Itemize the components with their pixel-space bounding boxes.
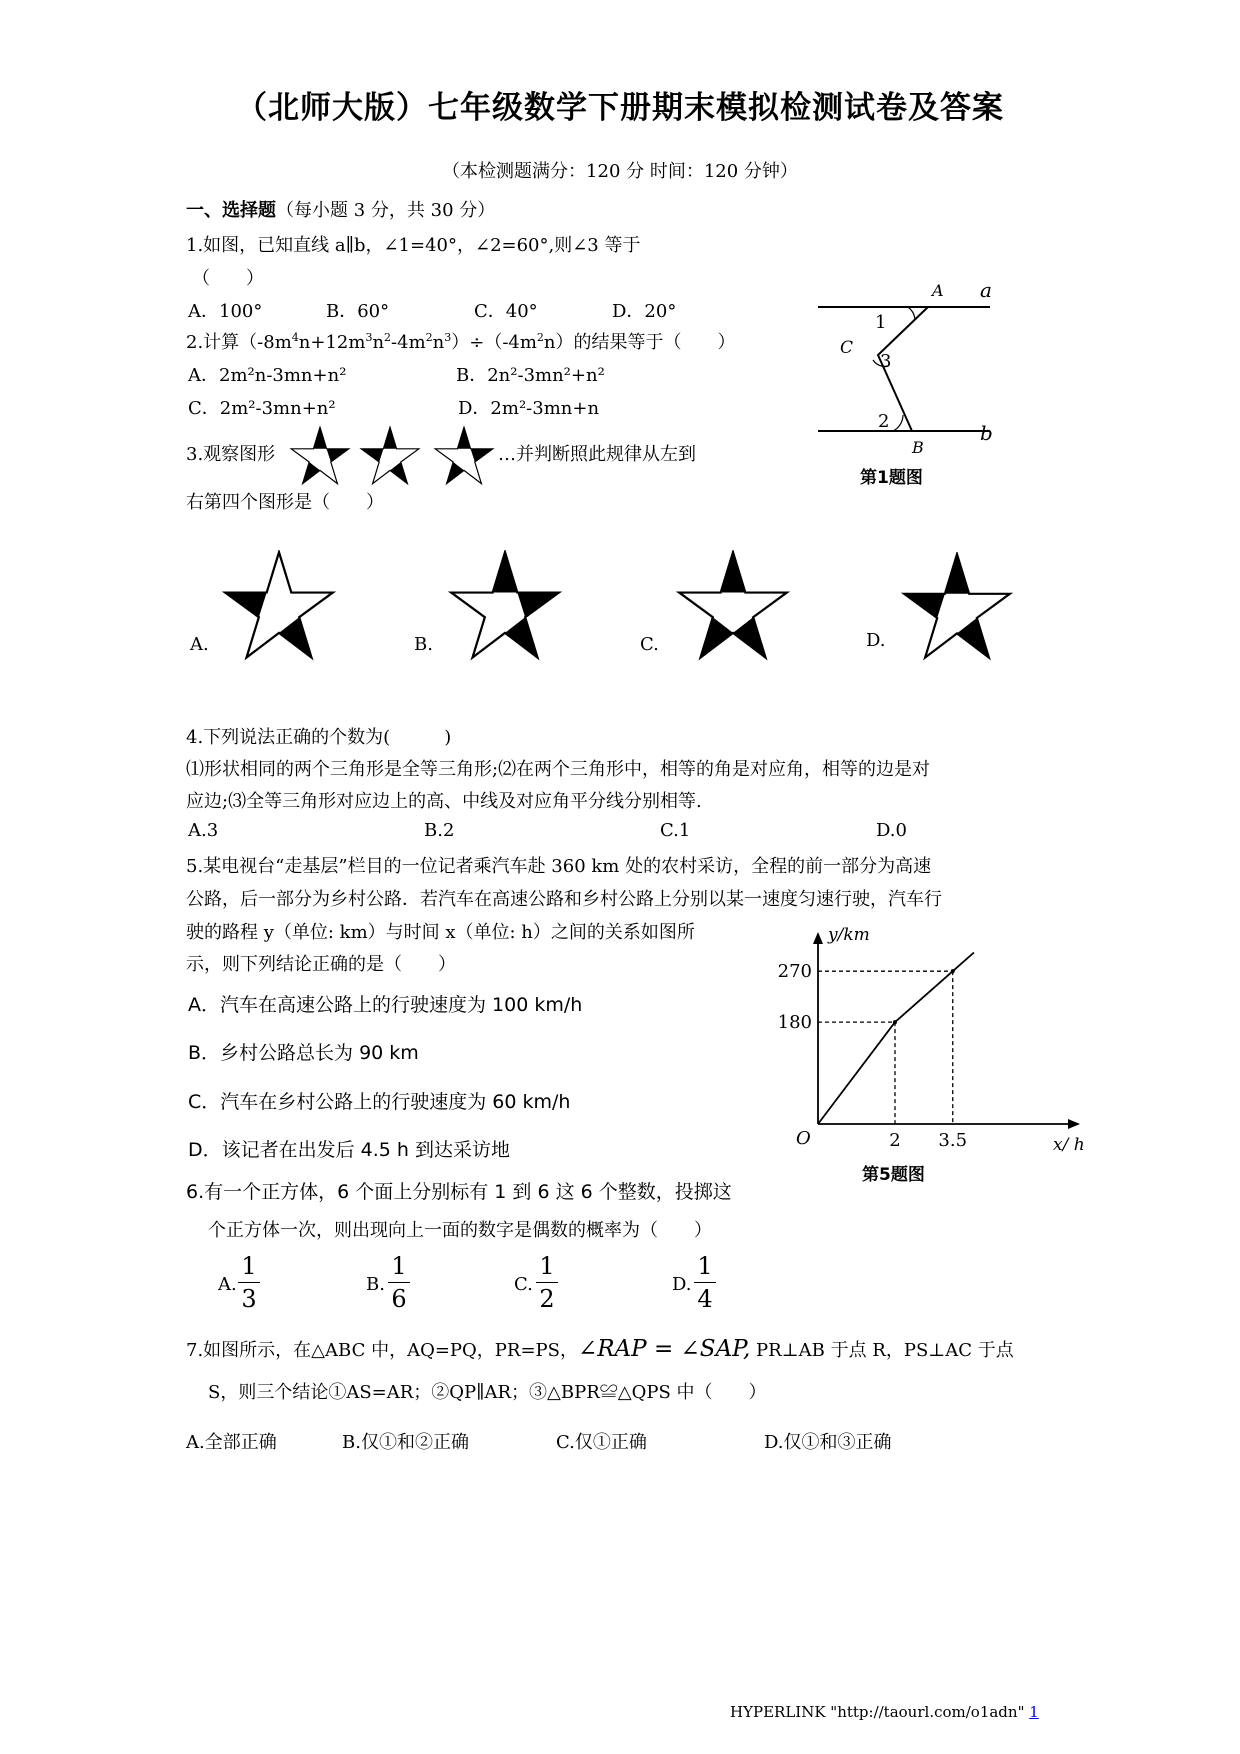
- label-A: A: [932, 281, 944, 300]
- q5-chart: [770, 920, 1100, 1190]
- fraction-bar: [238, 1282, 260, 1283]
- section-note: （每小题 3 分，共 30 分）: [276, 200, 496, 221]
- footer: [730, 1703, 1039, 1721]
- y-tick-label: 270: [777, 961, 812, 983]
- q2-stem-part: ）÷（-4m: [451, 332, 537, 353]
- star-filled-tip: [383, 427, 396, 449]
- q7-angle-equation: ∠RAP = ∠SAP,: [577, 1336, 751, 1362]
- numerator: 1: [697, 1252, 713, 1280]
- q3-option-c-star: [674, 550, 792, 662]
- exam-info: （本检测题满分：120 分 时间：120 分钟）: [442, 161, 798, 182]
- star-filled-tip: [457, 427, 470, 449]
- q5-line2: 公路，后一部分为乡村公路．若汽车在高速公路和乡村公路上分别以某一速度匀速行驶，汽车行: [186, 889, 942, 910]
- q1-option-b: B．60°: [326, 301, 390, 322]
- q3-option-b-label: B.: [414, 634, 433, 655]
- q2-option-b: B．2n²-3mn²+n²: [456, 365, 605, 386]
- label-1: 1: [875, 312, 887, 333]
- q2-stem-part: n）的结果等于（ ）: [543, 332, 736, 353]
- label-B: B: [912, 438, 924, 457]
- denominator: 4: [697, 1285, 713, 1313]
- page-title: （北师大版）七年级数学下册期末模拟检测试卷及答案: [236, 90, 1004, 126]
- q2-stem-part: -4m: [391, 332, 426, 353]
- q6-option-a-label: A.: [218, 1274, 237, 1295]
- q1-option-d: D．20°: [612, 301, 677, 322]
- q2-exponent: 3: [365, 331, 373, 344]
- q6-line2: 个正方体一次，则出现向上一面的数字是偶数的概率为（ ）: [208, 1220, 712, 1241]
- footer-hyperlink-text: HYPERLINK "http://taourl.com/o1adn": [730, 1703, 1025, 1721]
- numerator: 1: [539, 1252, 555, 1280]
- q4-option-a: A.3: [188, 820, 219, 841]
- q6-option-c-fraction: [530, 1252, 564, 1313]
- q4-option-d: D.0: [876, 820, 907, 841]
- q1-option-c: C．40°: [474, 301, 538, 322]
- q4-option-c: C.1: [660, 820, 691, 841]
- q1-figure-caption: 第1题图: [860, 468, 923, 488]
- q6-option-d-fraction: [688, 1252, 722, 1313]
- star-filled-tip: [313, 427, 326, 449]
- q3-option-b-star: [446, 550, 564, 662]
- fraction-bar: [388, 1282, 410, 1283]
- q2-exponent: 2: [384, 331, 392, 344]
- q3-option-a-label: A.: [190, 634, 209, 655]
- denominator: 2: [539, 1285, 555, 1313]
- q5-option-b: B．乡村公路总长为 90 km: [188, 1042, 419, 1064]
- q2-exponent: 4: [291, 331, 299, 344]
- star-filled-tip: [493, 552, 518, 592]
- q7-line1: [186, 1336, 1014, 1362]
- q1-option-a: A．100°: [188, 301, 263, 322]
- numerator: 1: [241, 1252, 257, 1280]
- y-axis-label: y/km: [828, 925, 870, 945]
- q2-option-d: D．2m²-3mn+n: [458, 398, 600, 419]
- q4-line1: ⑴形状相同的两个三角形是全等三角形;⑵在两个三角形中，相等的角是对应角，相等的边是对: [186, 759, 931, 780]
- q7-option-b: B.仅①和②正确: [342, 1432, 469, 1453]
- series-line: [818, 953, 974, 1124]
- q5-line1: 5.某电视台“走基层”栏目的一位记者乘汽车赴 360 km 处的农村采访，全程的前一部分为高速: [186, 856, 932, 877]
- q4-option-b: B.2: [424, 820, 455, 841]
- x-axis-label: x/ h: [1053, 1135, 1085, 1155]
- q5-option-c: C．汽车在乡村公路上的行驶速度为 60 km/h: [188, 1091, 571, 1113]
- x-tick-label: 3.5: [938, 1130, 968, 1151]
- x-tick-label: 2: [889, 1130, 901, 1151]
- data-point: [951, 969, 955, 973]
- q2-stem-part: 2.计算（-8m: [186, 332, 292, 353]
- q2-stem-part: n+12m: [298, 332, 366, 353]
- numerator: 1: [391, 1252, 407, 1280]
- q3-option-a-star: [220, 550, 338, 662]
- q1-figure: [800, 270, 1020, 495]
- x-axis-arrow: [1068, 1119, 1080, 1129]
- q3-stem-a: 3.观察图形: [186, 444, 276, 465]
- label-2: 2: [878, 411, 890, 432]
- label-3: 3: [880, 351, 892, 372]
- q2-stem-part: n: [372, 332, 385, 353]
- q2-stem-part: n: [432, 332, 445, 353]
- denominator: 3: [241, 1285, 257, 1313]
- q2-stem: [186, 328, 736, 354]
- q6-option-d-label: D.: [672, 1274, 692, 1295]
- q7-line2: S，则三个结论①AS=AR；②QP∥AR；③△BPR≌△QPS 中（ ）: [208, 1382, 767, 1403]
- q3-option-c-label: C.: [640, 634, 659, 655]
- q6-option-b-label: B.: [366, 1274, 385, 1295]
- section-heading: [186, 196, 495, 222]
- fraction-bar: [694, 1282, 716, 1283]
- q3-stem-c: 右第四个图形是（ ）: [186, 492, 384, 513]
- pattern-star-1: [288, 426, 352, 486]
- pattern-star-3: [432, 426, 496, 486]
- q7-option-a: A.全部正确: [186, 1432, 277, 1453]
- fraction-bar: [536, 1282, 558, 1283]
- q7-line1-c: PR⊥AB 于点 R，PS⊥AC 于点: [750, 1340, 1014, 1361]
- q6-option-a-fraction: [232, 1252, 266, 1313]
- denominator: 6: [391, 1285, 407, 1313]
- label-b: b: [980, 421, 993, 445]
- q5-line4: 示，则下列结论正确的是（ ）: [186, 954, 456, 975]
- q6-line1: 6.有一个正方体，6 个面上分别标有 1 到 6 这 6 个整数，投掷这: [186, 1181, 732, 1203]
- star-filled-tip: [721, 552, 746, 592]
- angle-2-arc: [893, 415, 903, 431]
- y-axis-arrow: [813, 932, 823, 944]
- angle-1-arc: [908, 307, 915, 319]
- q1-stem: 1.如图，已知直线 a∥b，∠1=40°，∠2=60°,则∠3 等于: [186, 235, 641, 256]
- q2-exponent: 3: [444, 331, 452, 344]
- q3-stem-b: …并判断照此规律从左到: [498, 444, 696, 465]
- q3-option-d-star: [898, 552, 1016, 662]
- pattern-star-2: [358, 426, 422, 486]
- q2-option-a: A．2m²n-3mn+n²: [188, 365, 347, 386]
- q5-line3: 驶的路程 y（单位: km）与时间 x（单位: h）之间的关系如图所: [186, 922, 695, 943]
- q2-exponent: 2: [536, 331, 544, 344]
- star-filled-tip: [945, 554, 969, 594]
- q5-chart-caption: 第5题图: [862, 1165, 925, 1185]
- q4-stem: 4.下列说法正确的个数为( ): [186, 727, 452, 748]
- section-label: 一、选择题: [186, 200, 276, 221]
- page-number-link[interactable]: 1: [1029, 1703, 1039, 1721]
- q2-option-c: C．2m²-3mn+n²: [188, 398, 336, 419]
- q6-option-c-label: C.: [514, 1274, 533, 1295]
- label-a: a: [980, 278, 992, 302]
- data-point: [893, 1020, 897, 1024]
- q7-option-c: C.仅①正确: [556, 1432, 647, 1453]
- origin-label: O: [796, 1128, 811, 1149]
- q6-option-b-fraction: [382, 1252, 416, 1313]
- q7-line1-a: 7.如图所示，在△ABC 中，AQ=PQ，PR=PS，: [186, 1340, 578, 1361]
- q5-option-a: A．汽车在高速公路上的行驶速度为 100 km/h: [188, 994, 583, 1016]
- q3-option-d-label: D.: [866, 630, 886, 651]
- q2-exponent: 2: [425, 331, 433, 344]
- q7-option-d: D.仅①和③正确: [764, 1432, 892, 1453]
- label-C: C: [840, 338, 854, 358]
- q5-option-d: D．该记者在出发后 4.5 h 到达采访地: [188, 1139, 511, 1161]
- y-tick-label: 180: [777, 1012, 812, 1034]
- q4-line2: 应边;⑶全等三角形对应边上的高、中线及对应角平分线分别相等.: [186, 791, 702, 812]
- q1-paren: （ ）: [192, 268, 264, 289]
